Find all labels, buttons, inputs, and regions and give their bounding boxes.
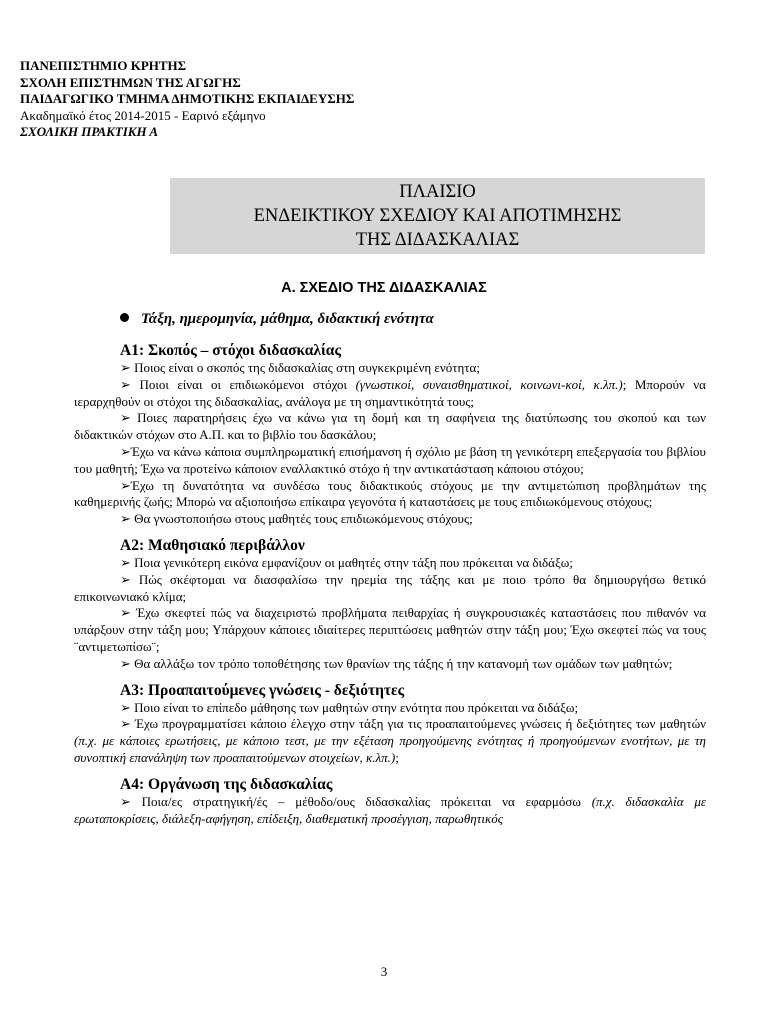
item-text-italic: (π.χ. διδασκαλία με ερωταποκρίσεις, διάλεξη-αφήγηση, επίδειξη, διαθεματική προσέγγιση, παρωθητικός [74, 793, 707, 826]
title-line: ΤΗΣ ΔΙΔΑΣΚΑΛΙΑΣ [355, 230, 520, 250]
subsection-heading-a3: Α3: Προαπαιτούμενες γνώσεις - δεξιότητες [120, 681, 405, 699]
arrow-bullet-icon: ➢ [120, 716, 131, 732]
list-item [74, 700, 706, 717]
list-item [74, 572, 706, 606]
item-text-italic: (γνωστικοί, συναισθηματικοί, κοινωνι-κοί, κ.λπ.) [355, 376, 623, 392]
item-text: Πώς σκέφτομαι να διασφαλίσω την ηρεμία της τάξης και με ποιο τρόπο θα δημιουργήσω θετικό επικοινωνιακό κλίμα; [74, 571, 706, 604]
arrow-bullet-icon: ➢ [120, 571, 131, 587]
item-text: Ποιοι είναι οι επιδιωκόμενοι στόχοι [139, 376, 348, 392]
title-line: ΕΝΔΕΙΚΤΙΚΟΥ ΣΧΕΔΙΟΥ ΚΑΙ ΑΠΟΤΙΜΗΣΗΣ [253, 206, 622, 226]
subsection-heading-a1: Α1: Σκοπός – στόχοι διδασκαλίας [120, 342, 341, 359]
list-item [74, 656, 706, 673]
item-text: Ποιο είναι το επίπεδο μάθησης των μαθητών στην ενότητα που πρόκειται να διδάξω; [134, 699, 579, 715]
subsection-heading-a4: Α4: Οργάνωση της διδασκαλίας [120, 775, 333, 793]
arrow-bullet-icon: ➢ [120, 511, 131, 527]
arrow-bullet-icon: ➢ [120, 443, 131, 459]
list-item [74, 716, 706, 766]
school-name: ΣΧΟΛΗ ΕΠΙΣΤΗΜΩΝ ΤΗΣ ΑΓΩΓΗΣ [20, 74, 241, 90]
list-item [74, 444, 706, 478]
item-text: Έχω τη δυνατότητα να συνδέσω τους διδακτικούς στόχους με την αντιμετώπιση προβλημάτων της καθημερινής ζωής; Μπορώ να αξιοποιήσω επίκαιρα γεγονότα ή καταστάσεις με τους επιδιωκόμενους στόχους; [74, 477, 706, 510]
page-number: 3 [380, 964, 388, 979]
item-text: Ποιες παρατηρήσεις έχω να κάνω για τη δομή και τη σαφήνεια της διατύπωσης του σκοπού και των διδακτικών στόχων στο Α.Π. και το βιβλίο του δασκάλου; [74, 410, 706, 443]
bullet-heading-text: Τάξη, ημερομηνία, μάθημα, διδακτική ενότητα [141, 311, 434, 327]
bullet-icon [120, 313, 129, 322]
item-text: ; [395, 749, 399, 765]
arrow-bullet-icon: ➢ [120, 376, 131, 392]
list-item [74, 605, 706, 655]
title-box [170, 178, 705, 254]
item-text: Έχω να κάνω κάποια συμπληρωματική επισήμανση ή σχόλιο με βάση τη γενικότερη επεξεργασία του βιβλίου του μαθητή; Έχω να προτείνω κάποιον εναλλακτικό στόχο ή την αντικατάσταση κάποιου στόχου; [74, 443, 706, 476]
list-item [74, 511, 706, 528]
title-line: ΠΛΑΙΣΙΟ [399, 182, 476, 202]
arrow-bullet-icon: ➢ [120, 410, 131, 426]
list-item [74, 794, 706, 828]
item-text: Θα γνωστοποιήσω στους μαθητές τους επιδιωκόμενους στόχους; [134, 511, 473, 527]
list-item [74, 360, 706, 377]
section-heading: Α. ΣΧΕΔΙΟ ΤΗΣ ΔΙΔΑΣΚΑΛΙΑΣ [281, 280, 487, 296]
item-text: Θα αλλάξω τον τρόπο τοποθέτησης των θρανίων της τάξης ή την κατανομή των ομάδων των μαθητών; [134, 655, 673, 671]
academic-year: Ακαδημαϊκό έτος 2014-2015 - Εαρινό εξάμηνο [20, 107, 266, 123]
arrow-bullet-icon: ➢ [120, 793, 131, 809]
list-item [74, 555, 706, 572]
item-text: Έχω προγραμματίσει κάποιο έλεγχο στην τάξη για τις προαπαιτούμενες γνώσεις ή δεξιότητες των μαθητών [135, 716, 706, 732]
course-name: ΣΧΟΛΙΚΗ ΠΡΑΚΤΙΚΗ Α [20, 124, 159, 139]
arrow-bullet-icon: ➢ [120, 605, 131, 621]
list-item [74, 478, 706, 512]
list-item [74, 377, 706, 411]
item-text: Ποια/ες στρατηγική/ές – μέθοδο/ους διδασκαλίας πρόκειται να εφαρμόσω [141, 793, 581, 809]
bullet-heading [120, 311, 434, 328]
item-text: ; Μπορούν να ιεραρχηθούν οι στόχοι της διδασκαλίας, ανάλογα με τη σημαντικότητά τους; [74, 376, 706, 409]
arrow-bullet-icon: ➢ [120, 360, 131, 375]
list-item [74, 410, 706, 444]
department-name: ΠΑΙΔΑΓΩΓΙΚΟ ΤΜΗΜΑ ΔΗΜΟΤΙΚΗΣ ΕΚΠΑΙΔΕΥΣΗΣ [20, 91, 355, 106]
arrow-bullet-icon: ➢ [120, 699, 131, 715]
document-header [20, 58, 354, 141]
arrow-bullet-icon: ➢ [120, 655, 131, 671]
arrow-bullet-icon: ➢ [120, 554, 131, 570]
item-text: Ποιος είναι ο σκοπός της διδασκαλίας στη συγκεκριμένη ενότητα; [134, 360, 480, 375]
item-text-italic: (π.χ. με κάποιες ερωτήσεις, με κάποιο τεστ, με την εξέταση προηγούμενης ενότητας ή προηγούμενων ενοτήτων, με τη συνοπτική επανάληψη των προαπαιτούμενων στοιχείων, κ.λπ.) [74, 733, 706, 765]
item-text: Έχω σκεφτεί πώς να διαχειριστώ προβλήματα πειθαρχίας ή συγκρουσιακές καταστάσεις που πιθανόν να υπάρξουν στην τάξη μου; Υπάρχουν κάποιες ιδιαίτερες περιπτώσεις μαθητών στην τάξη μου; Έχω σκεφτεί πώς να τους ¨αντιμετωπίσω¨; [74, 605, 707, 654]
document-body [74, 341, 706, 827]
subsection-heading-a2: Α2: Μαθησιακό περιβάλλον [120, 536, 305, 554]
arrow-bullet-icon: ➢ [120, 477, 131, 493]
university-name: ΠΑΝΕΠΙΣΤΗΜΙΟ ΚΡΗΤΗΣ [20, 58, 187, 73]
item-text: Ποια γενικότερη εικόνα εμφανίζουν οι μαθητές στην τάξη που πρόκειται να διδάξω; [134, 554, 573, 570]
